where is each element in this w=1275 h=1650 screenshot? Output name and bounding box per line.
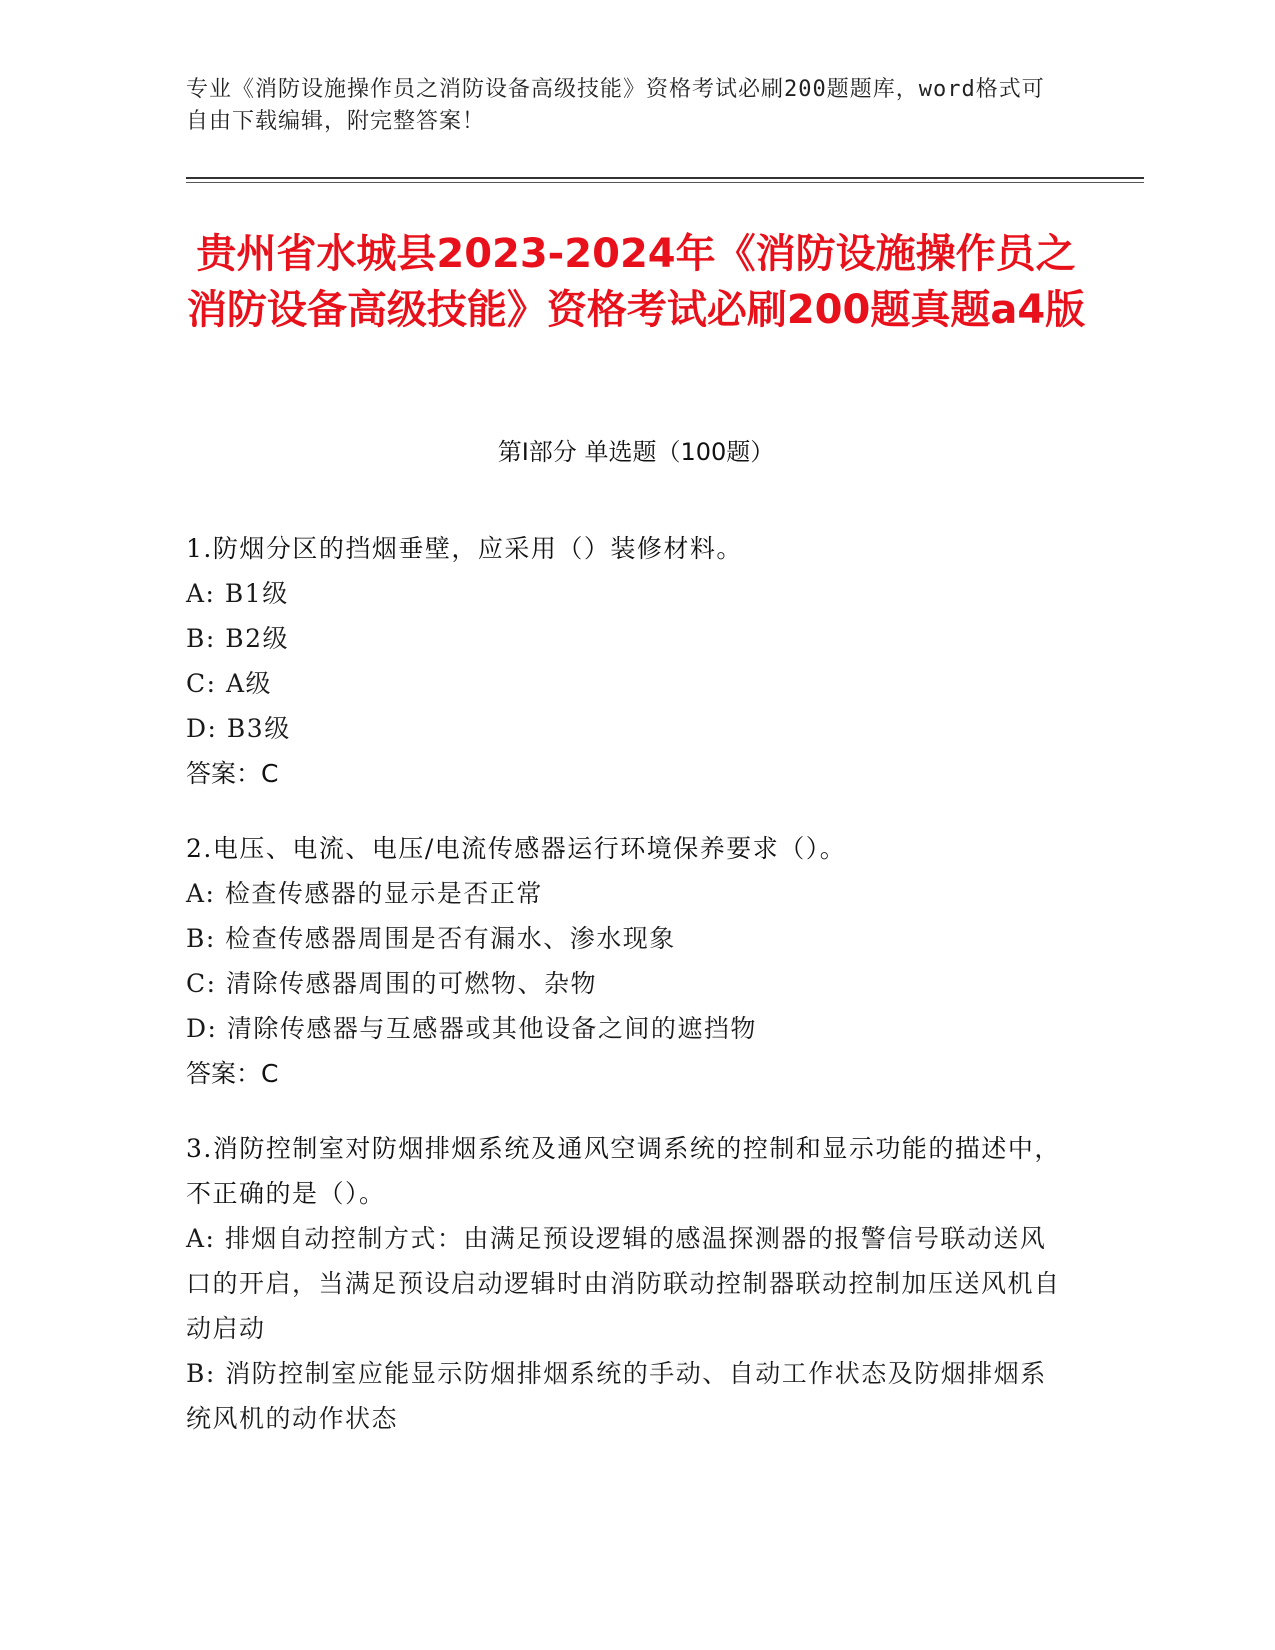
question-3 [186,1126,1066,1441]
answer-label: 答案： [186,1059,262,1088]
option-d: D: 清除传感器与互感器或其他设备之间的遮挡物 [186,1014,757,1043]
question-2 [186,826,1066,1096]
question-list [186,526,1066,1471]
answer-value: C [261,759,279,788]
header-note: 专业《消防设施操作员之消防设备高级技能》资格考试必刷200题题库，word格式可自由下载编辑，附完整答案！ [186,77,1045,134]
option-c: C: A级 [186,669,273,698]
answer-line [186,1051,1066,1096]
option-a: A: 检查传感器的显示是否正常 [186,879,543,908]
question-stem: 2.电压、电流、电压/电流传感器运行环境保养要求（）。 [186,834,847,863]
option-b: B: 检查传感器周围是否有漏水、渗水现象 [186,924,676,953]
option-c: C: 清除传感器周围的可燃物、杂物 [186,969,597,998]
question-stem: 1.防烟分区的挡烟垂壁，应采用（）装修材料。 [186,534,743,563]
question-stem: 3.消防控制室对防烟排烟系统及通风空调系统的控制和显示功能的描述中，不正确的是（）。 [186,1134,1061,1208]
header-divider-thin [186,182,1144,183]
option-a: A: B1级 [186,579,289,608]
option-b: B: 消防控制室应能显示防烟排烟系统的手动、自动工作状态及防烟排烟系统风机的动作状态 [186,1359,1047,1433]
answer-value: C [261,1059,279,1088]
header-divider-thick [186,177,1144,179]
question-1 [186,526,1066,796]
option-b: B: B2级 [186,624,290,653]
answer-line [186,751,1066,796]
section-heading: 第Ⅰ部分 单选题（100题） [497,438,775,466]
option-d: D: B3级 [186,714,291,743]
document-title: 贵州省水城县2023-2024年《消防设施操作员之消防设备高级技能》资格考试必刷200题真题a4版 [186,231,1086,333]
answer-label: 答案： [186,759,262,788]
option-a: A: 排烟自动控制方式：由满足预设逻辑的感温探测器的报警信号联动送风口的开启，当满足预设启动逻辑时由消防联动控制器联动控制加压送风机自动启动 [186,1224,1061,1343]
